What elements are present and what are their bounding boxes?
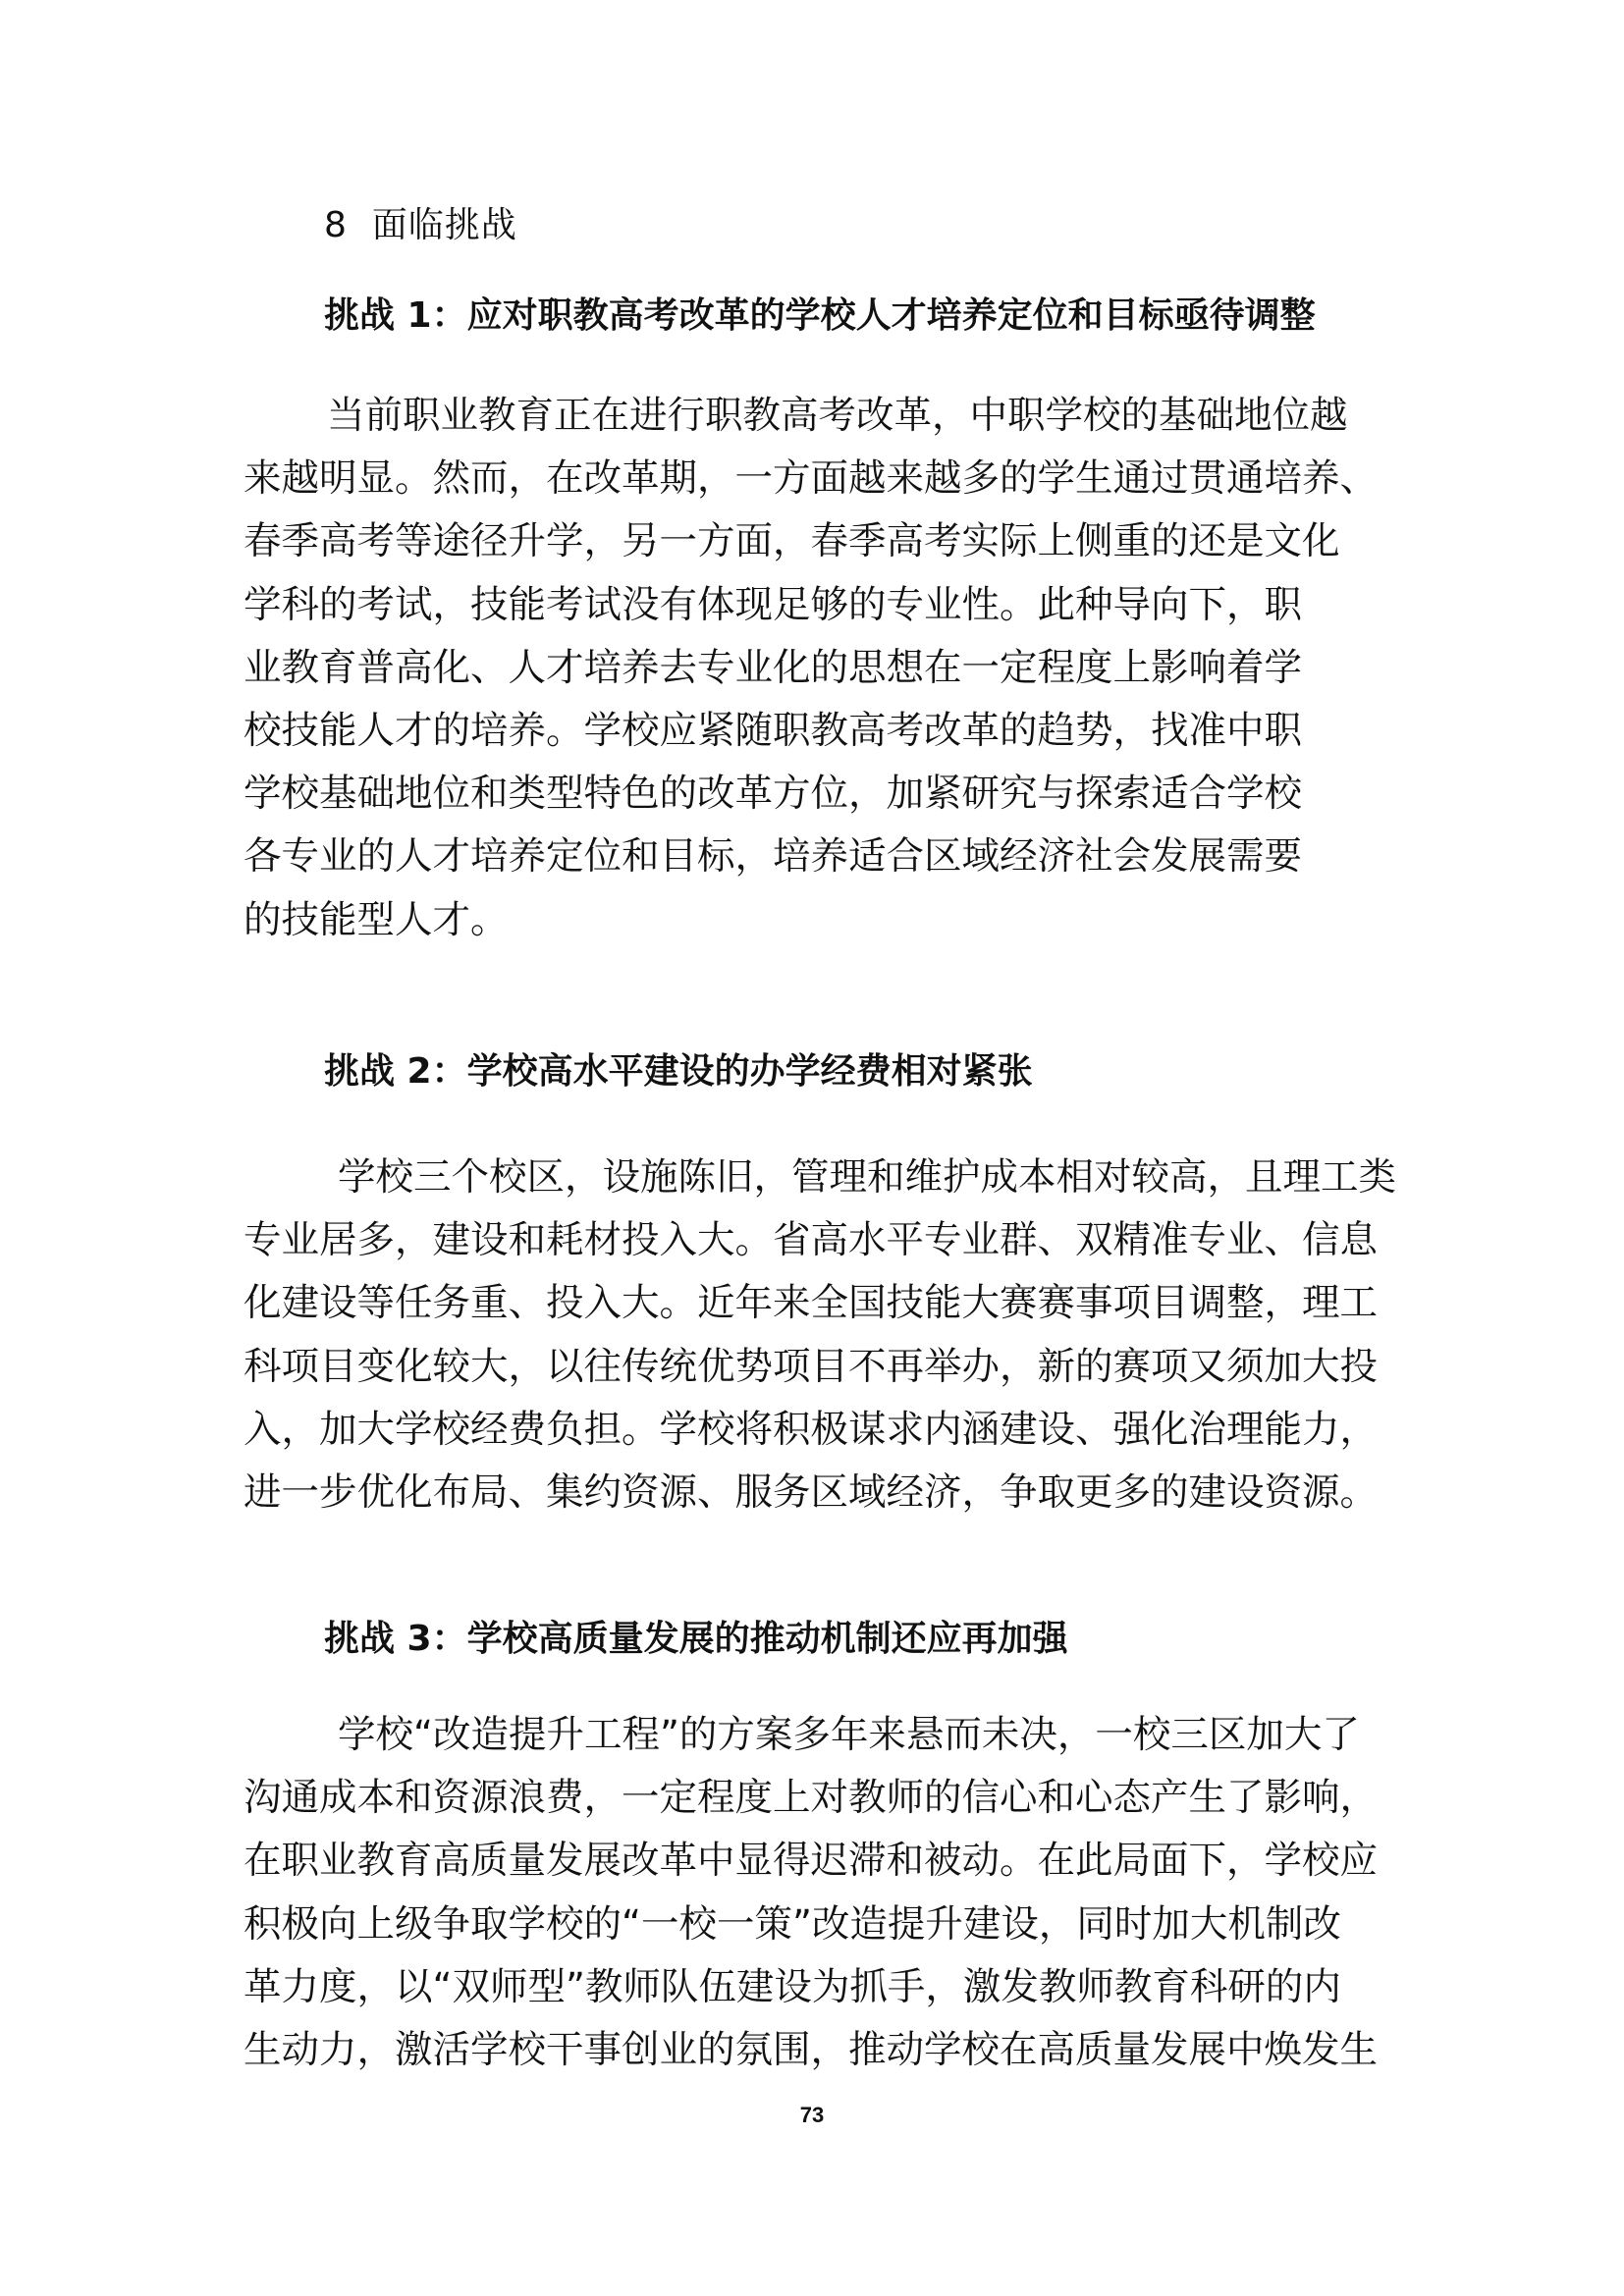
paragraph-line: 学校基础地位和类型特色的改革方位，加紧研究与探索适合学校 [244, 772, 1303, 817]
section-title-text: 面临挑战 [371, 205, 517, 245]
challenge-3-heading: 挑战 3：学校高质量发展的推动机制还应再加强 [324, 1619, 1068, 1659]
paragraph-line: 学校三个校区，设施陈旧，管理和维护成本相对较高，且理工类 [338, 1155, 1397, 1200]
paragraph-line: 业教育普高化、人才培养去专业化的思想在一定程度上影响着学 [244, 645, 1303, 690]
paragraph-line: 化建设等任务重、投入大。近年来全国技能大赛赛事项目调整，理工 [244, 1281, 1379, 1326]
paragraph-line: 学科的考试，技能考试没有体现足够的专业性。此种导向下，职 [244, 582, 1303, 627]
paragraph-line: 积极向上级争取学校的“一校一策”改造提升建设，同时加大机制改 [244, 1901, 1341, 1947]
page-number: 73 [799, 2103, 825, 2127]
paragraph-line: 生动力，激活学校干事创业的氛围，推动学校在高质量发展中焕发生 [244, 2027, 1379, 2072]
paragraph-line: 专业居多，建设和耗材投入大。省高水平专业群、双精准专业、信息 [244, 1218, 1379, 1263]
paragraph-line: 进一步优化布局、集约资源、服务区域经济，争取更多的建设资源。 [244, 1469, 1379, 1515]
paragraph-line: 来越明显。然而，在改革期，一方面越来越多的学生通过贯通培养、 [244, 456, 1379, 502]
section-title [324, 196, 517, 255]
section-number: 8 [324, 205, 348, 245]
paragraph-line: 科项目变化较大，以往传统优势项目不再举办，新的赛项又须加大投 [244, 1344, 1379, 1389]
challenge-3-paragraph [244, 1704, 1392, 2082]
paragraph-line: 革力度，以“双师型”教师队伍建设为抓手，激发教师教育科研的内 [244, 1964, 1341, 2009]
paragraph-line: 沟通成本和资源浪费，一定程度上对教师的信心和心态产生了影响， [244, 1776, 1379, 1821]
challenge-2-paragraph [244, 1147, 1397, 1524]
challenge-1-paragraph [244, 385, 1392, 952]
paragraph-line: 当前职业教育正在进行职教高考改革，中职学校的基础地位越 [327, 394, 1348, 438]
paragraph-line: 各专业的人才培养定位和目标，培养适合区域经济社会发展需要 [244, 834, 1303, 880]
paragraph-line: 的技能型人才。 [244, 897, 509, 942]
challenge-2-heading: 挑战 2：学校高水平建设的办学经费相对紧张 [324, 1051, 1033, 1092]
paragraph-line: 在职业教育高质量发展改革中显得迟滞和被动。在此局面下，学校应 [244, 1839, 1379, 1884]
paragraph-line: 学校“改造提升工程”的方案多年来悬而未决，一校三区加大了 [338, 1713, 1360, 1757]
paragraph-line: 入，加大学校经费负担。学校将积极谋求内涵建设、强化治理能力， [244, 1407, 1379, 1452]
paragraph-line: 校技能人才的培养。学校应紧随职教高考改革的趋势，找准中职 [244, 708, 1303, 753]
challenge-1-heading: 挑战 1：应对职教高考改革的学校人才培养定位和目标亟待调整 [324, 295, 1316, 336]
paragraph-line: 春季高考等途径升学，另一方面，春季高考实际上侧重的还是文化 [244, 519, 1340, 564]
